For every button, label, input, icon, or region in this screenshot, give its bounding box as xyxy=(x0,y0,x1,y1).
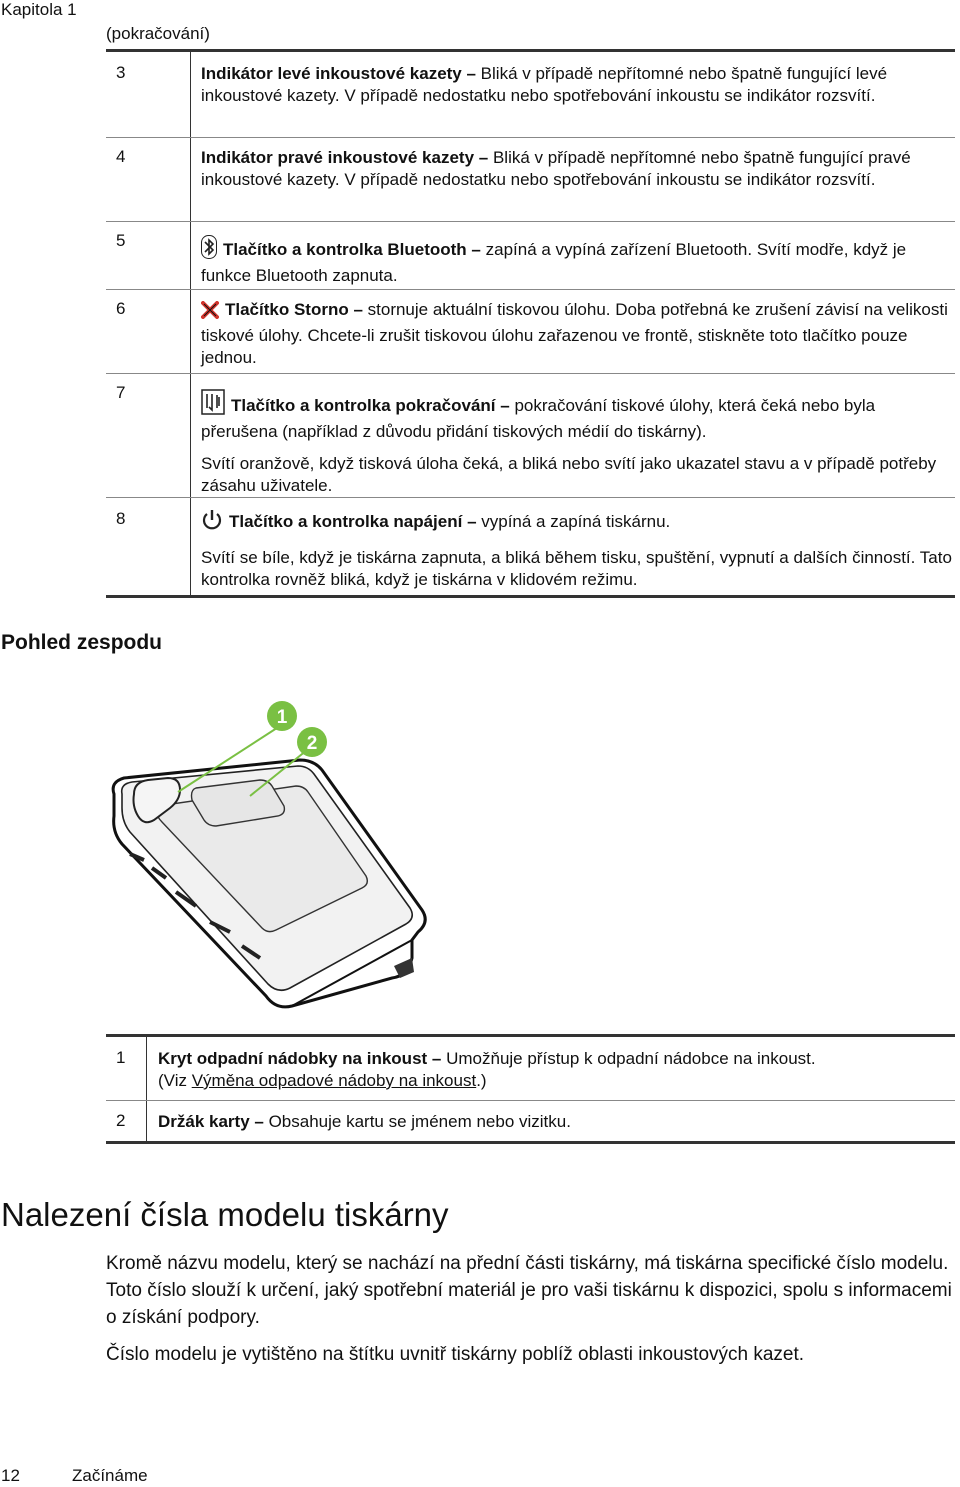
dash: – xyxy=(249,1112,269,1131)
row-number: 7 xyxy=(116,383,126,402)
item-title: Tlačítko a kontrolka napájení xyxy=(229,512,463,531)
item-text-2: Svítí oranžově, když tisková úloha čeká, a bliká nebo svítí jako ukazatel stavu a v případě potřeby zásahu uživatele. xyxy=(201,454,937,495)
see-prefix: (Viz xyxy=(158,1071,192,1090)
dash: – xyxy=(461,64,481,83)
item-title: Držák karty xyxy=(158,1112,250,1131)
continued-label: (pokračování) xyxy=(106,24,210,43)
dash: – xyxy=(348,300,368,319)
power-icon xyxy=(201,509,223,537)
item-title: Tlačítko Storno xyxy=(225,300,349,319)
item-title: Kryt odpadní nádobky na inkoust xyxy=(158,1049,428,1068)
item-text: Bliká v případě nepřítomné nebo špatně fungující levé inkoustové kazety. V případě nedostatku nebo spotřebování inkoustu se indikátor rozsvítí. xyxy=(201,64,888,105)
table-row xyxy=(201,63,953,107)
item-text: Bliká v případě nepřítomné nebo špatně fungující pravé inkoustové kazety. V případě nedostatku nebo spotřebování inkoustu se indikátor rozsvítí. xyxy=(201,148,911,189)
resume-icon xyxy=(201,389,225,421)
cancel-x-icon xyxy=(201,301,219,325)
item-text: zapíná a vypíná zařízení Bluetooth. Svítí modře, když je funkce Bluetooth zapnuta. xyxy=(201,240,907,285)
item-text: stornuje aktuální tiskovou úlohu. Doba potřebná ke zrušení závisí na velikosti tiskové úlohy. Chcete-li zrušit tiskovou úlohu zařazenou ve frontě, stiskněte toto tlačítko pouze jednou. xyxy=(201,300,948,367)
row-number: 3 xyxy=(116,63,126,82)
item-title: Indikátor pravé inkoustové kazety xyxy=(201,148,475,167)
item-text-2: Svítí se bíle, když je tiskárna zapnuta, a bliká během tisku, spuštění, vypnutí a dalších činností. Tato kontrolka rovněž bliká, když je tiskárna v klidovém režimu. xyxy=(201,548,952,589)
row-number: 1 xyxy=(116,1048,126,1067)
row-number: 8 xyxy=(116,509,126,528)
dash: – xyxy=(462,512,482,531)
section-heading: Pohled zespodu xyxy=(1,631,163,654)
table-row xyxy=(201,235,953,287)
item-text: vypíná a zapíná tiskárnu. xyxy=(481,512,671,531)
row-number: 2 xyxy=(116,1111,126,1130)
waste-ink-link[interactable]: Výměna odpadové nádoby na inkoust xyxy=(191,1071,477,1090)
bottom-parts-table xyxy=(106,1034,955,1144)
row-number: 6 xyxy=(116,299,126,318)
table-row xyxy=(201,509,953,591)
page-number: 12 xyxy=(1,1466,20,1485)
item-text: Umožňuje přístup k odpadní nádobce na inkoust. xyxy=(446,1049,816,1068)
callout-2: 2 xyxy=(306,733,318,754)
items-table xyxy=(106,49,955,598)
callout-1: 1 xyxy=(276,707,288,728)
item-title: Indikátor levé inkoustové kazety xyxy=(201,64,462,83)
table-row xyxy=(158,1111,953,1133)
table-row xyxy=(201,389,953,497)
see-suffix: .) xyxy=(476,1071,487,1090)
footer-title: Začínáme xyxy=(72,1466,148,1485)
dash: – xyxy=(466,240,486,259)
dash: – xyxy=(474,148,493,167)
chapter-label: Kapitola 1 xyxy=(1,0,77,19)
model-paragraph-2: Číslo modelu je vytištěno na štítku uvnitř tiskárny poblíž oblasti inkoustových kazet. xyxy=(106,1344,805,1365)
row-number: 5 xyxy=(116,231,126,250)
model-section-heading: Nalezení čísla modelu tiskárny xyxy=(1,1196,449,1233)
item-text: pokračování tiskové úlohy, která čeká nebo byla přerušena (například z důvodu přidání tiskových médií do tiskárny). xyxy=(201,396,876,441)
table-row xyxy=(158,1048,953,1092)
item-title: Tlačítko a kontrolka pokračování xyxy=(231,396,496,415)
table-row xyxy=(201,299,953,369)
item-title: Tlačítko a kontrolka Bluetooth xyxy=(223,240,467,259)
dash: – xyxy=(495,396,515,415)
item-text: Obsahuje kartu se jménem nebo vizitku. xyxy=(268,1112,571,1131)
row-number: 4 xyxy=(116,147,126,166)
table-row xyxy=(201,147,953,191)
dash: – xyxy=(427,1049,447,1068)
bluetooth-icon xyxy=(201,235,217,265)
printer-bottom-illustration xyxy=(100,696,440,1026)
model-paragraph-1: Kromě názvu modelu, který se nachází na přední části tiskárny, má tiskárna specifické číslo modelu. Toto číslo slouží k určení, jaký spotřební materiál je pro vaši tiskárnu k dispozici, spolu s informacemi o získání podpory. xyxy=(106,1253,952,1328)
